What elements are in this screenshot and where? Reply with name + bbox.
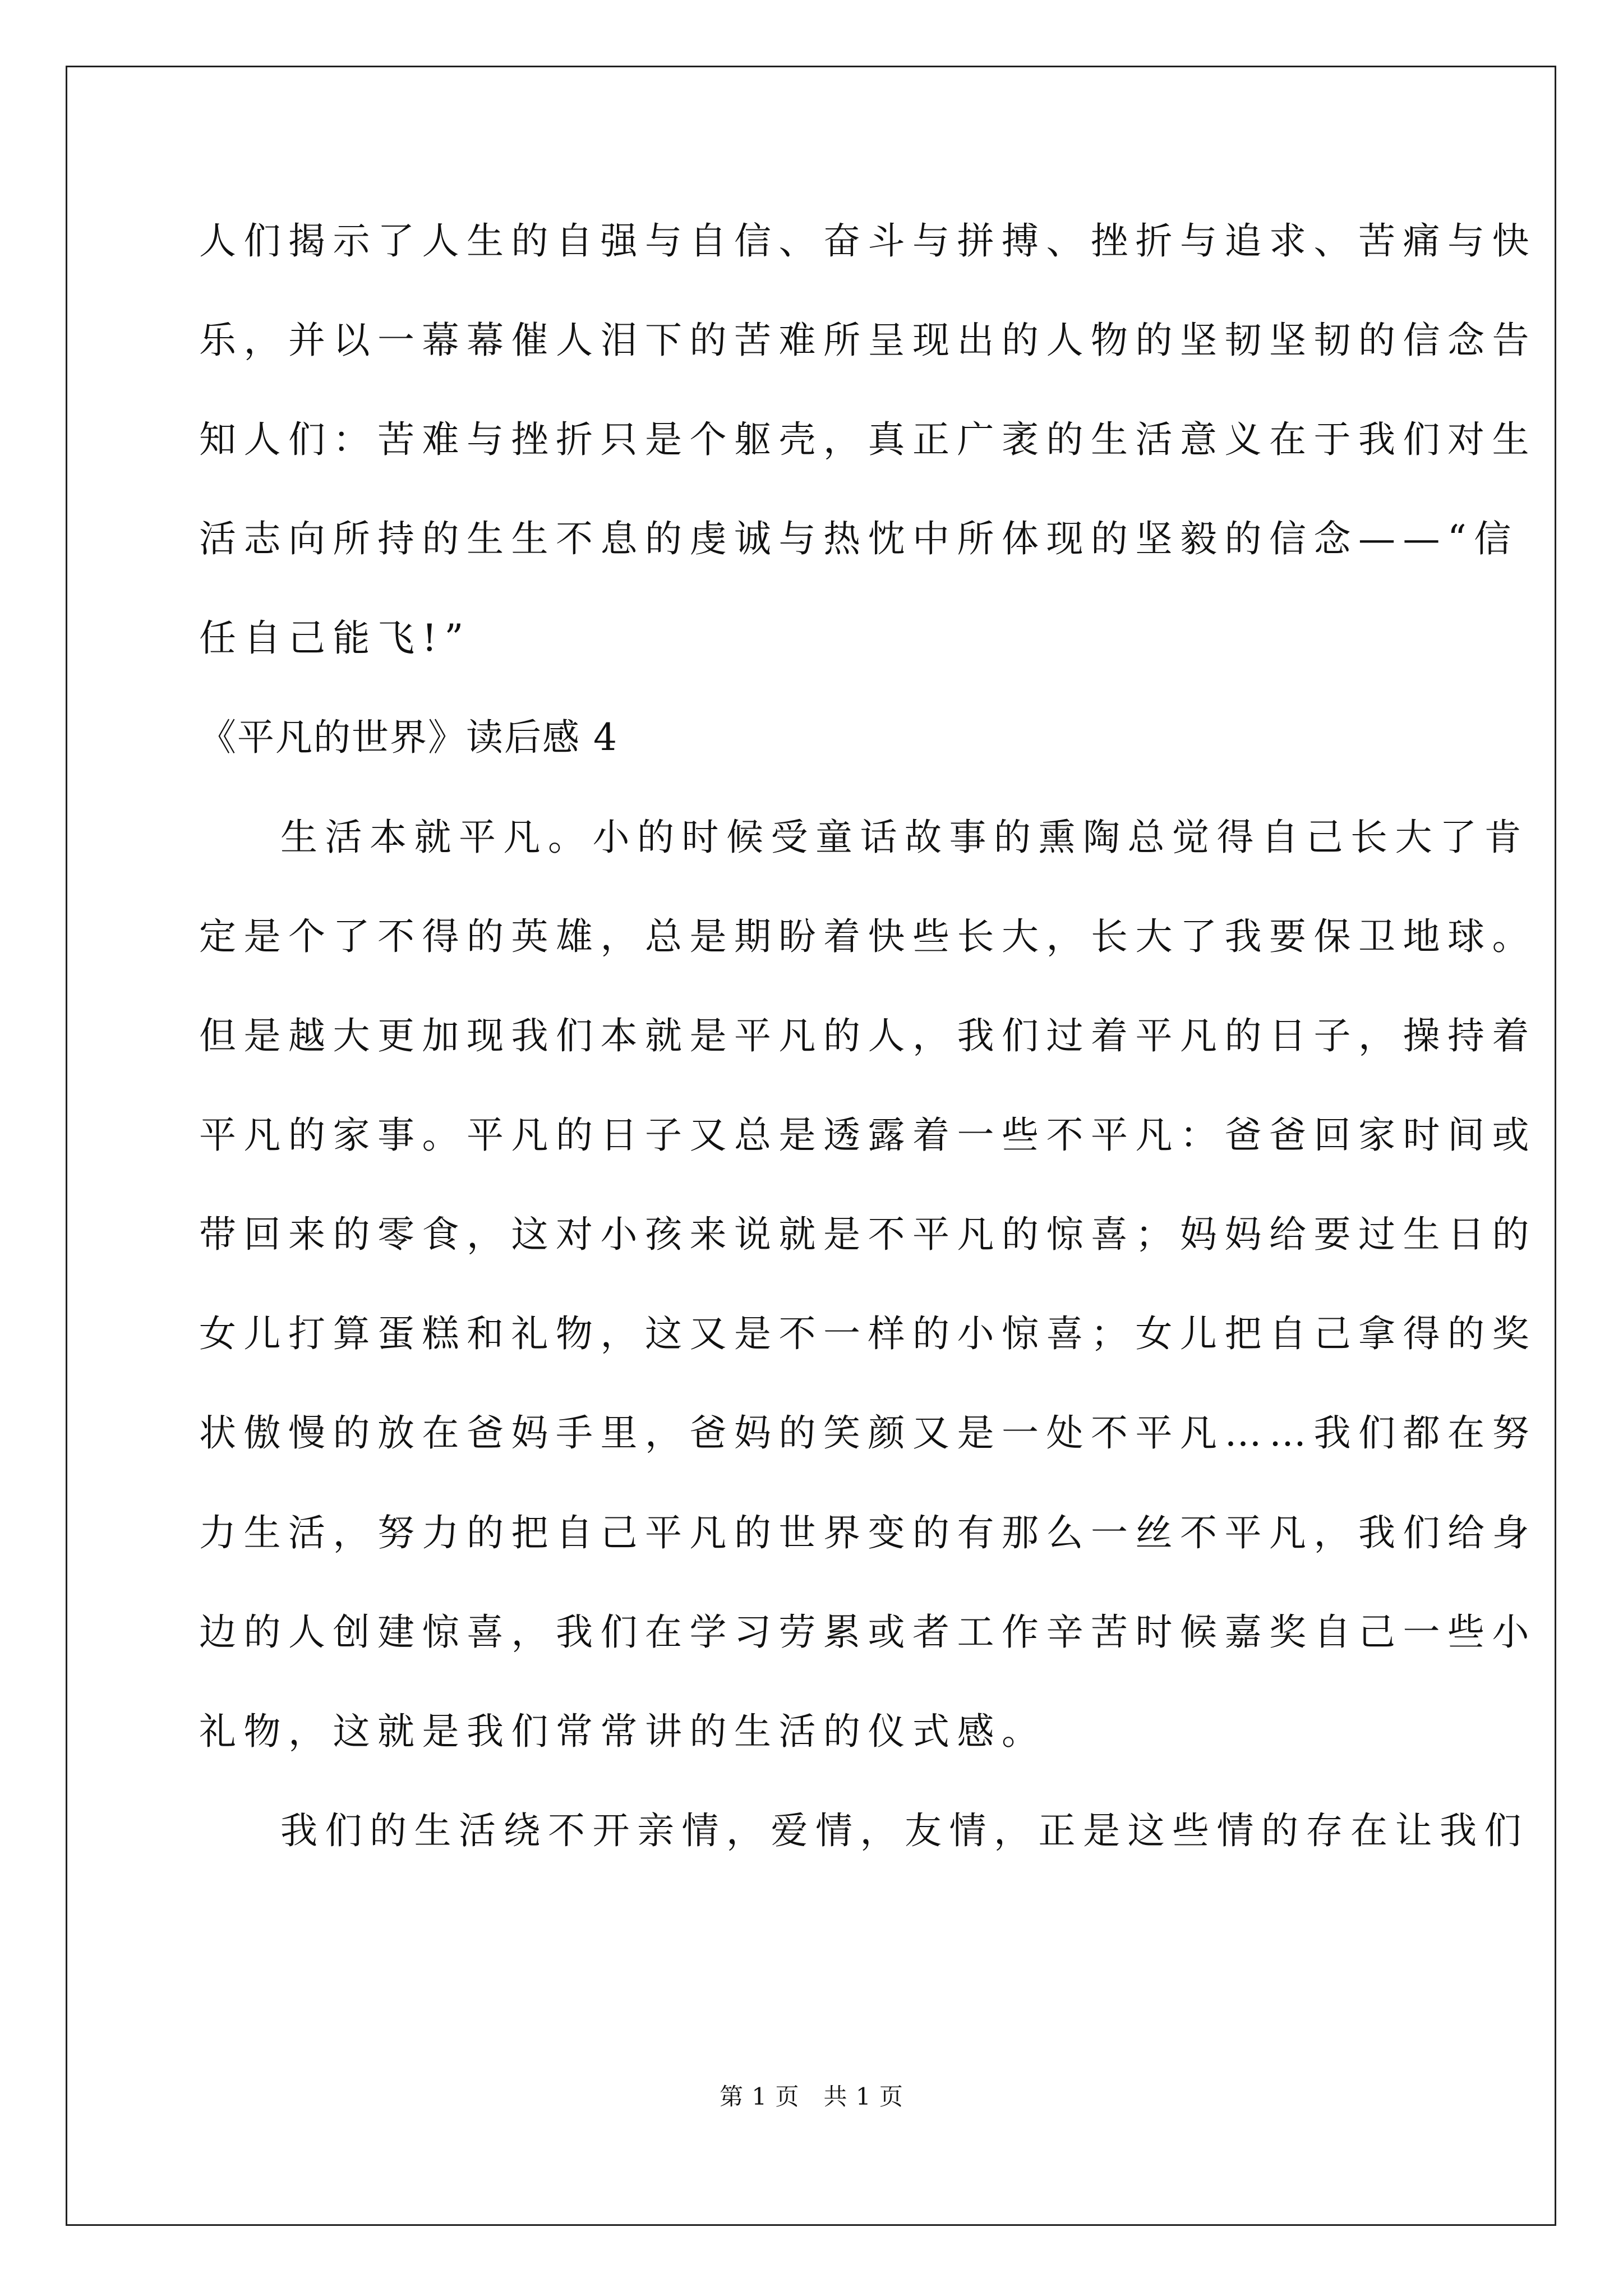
- page-number-footer: 第 1 页 共 1 页: [720, 2083, 903, 2110]
- body-line-5: 任自己能飞!”: [199, 616, 471, 660]
- body-line-15: 边的人创建惊喜，我们在学习劳累或者工作辛苦时候嘉奖自己一些小: [199, 1611, 1537, 1654]
- body-line-2: 乐，并以一幕幕催人泪下的苦难所呈现出的人物的坚韧坚韧的信念告: [199, 319, 1537, 362]
- paragraph-start-line: 生活本就平凡。小的时候受童话故事的熏陶总觉得自己长大了肯: [280, 816, 1529, 859]
- body-line-16: 礼物，这就是我们常常讲的生活的仪式感。: [199, 1710, 1046, 1753]
- body-line-13: 状傲慢的放在爸妈手里，爸妈的笑颜又是一处不平凡……我们都在努: [199, 1411, 1537, 1455]
- body-line-4: 活志向所持的生生不息的虔诚与热忱中所体现的坚毅的信念——“信: [199, 517, 1519, 560]
- body-line-8: 定是个了不得的英雄，总是期盼着快些长大，长大了我要保卫地球。: [199, 915, 1537, 958]
- paragraph-start-line-2: 我们的生活绕不开亲情，爱情，友情，正是这些情的存在让我们: [280, 1809, 1529, 1852]
- body-line-9: 但是越大更加现我们本就是平凡的人，我们过着平凡的日子，操持着: [199, 1014, 1537, 1057]
- body-line-12: 女儿打算蛋糕和礼物，这又是不一样的小惊喜；女儿把自己拿得的奖: [199, 1312, 1537, 1355]
- body-line-14: 力生活，努力的把自己平凡的世界变的有那么一丝不平凡，我们给身: [199, 1511, 1537, 1554]
- body-line-1: 人们揭示了人生的自强与自信、奋斗与拼搏、挫折与追求、苦痛与快: [199, 219, 1537, 263]
- body-line-3: 知人们：苦难与挫折只是个躯壳，真正广袤的生活意义在于我们对生: [199, 418, 1537, 461]
- body-line-10: 平凡的家事。平凡的日子又总是透露着一些不平凡：爸爸回家时间或: [199, 1114, 1537, 1157]
- body-line-11: 带回来的零食，这对小孩来说就是不平凡的惊喜；妈妈给要过生日的: [199, 1213, 1537, 1256]
- section-heading: 《平凡的世界》读后感 4: [199, 716, 618, 759]
